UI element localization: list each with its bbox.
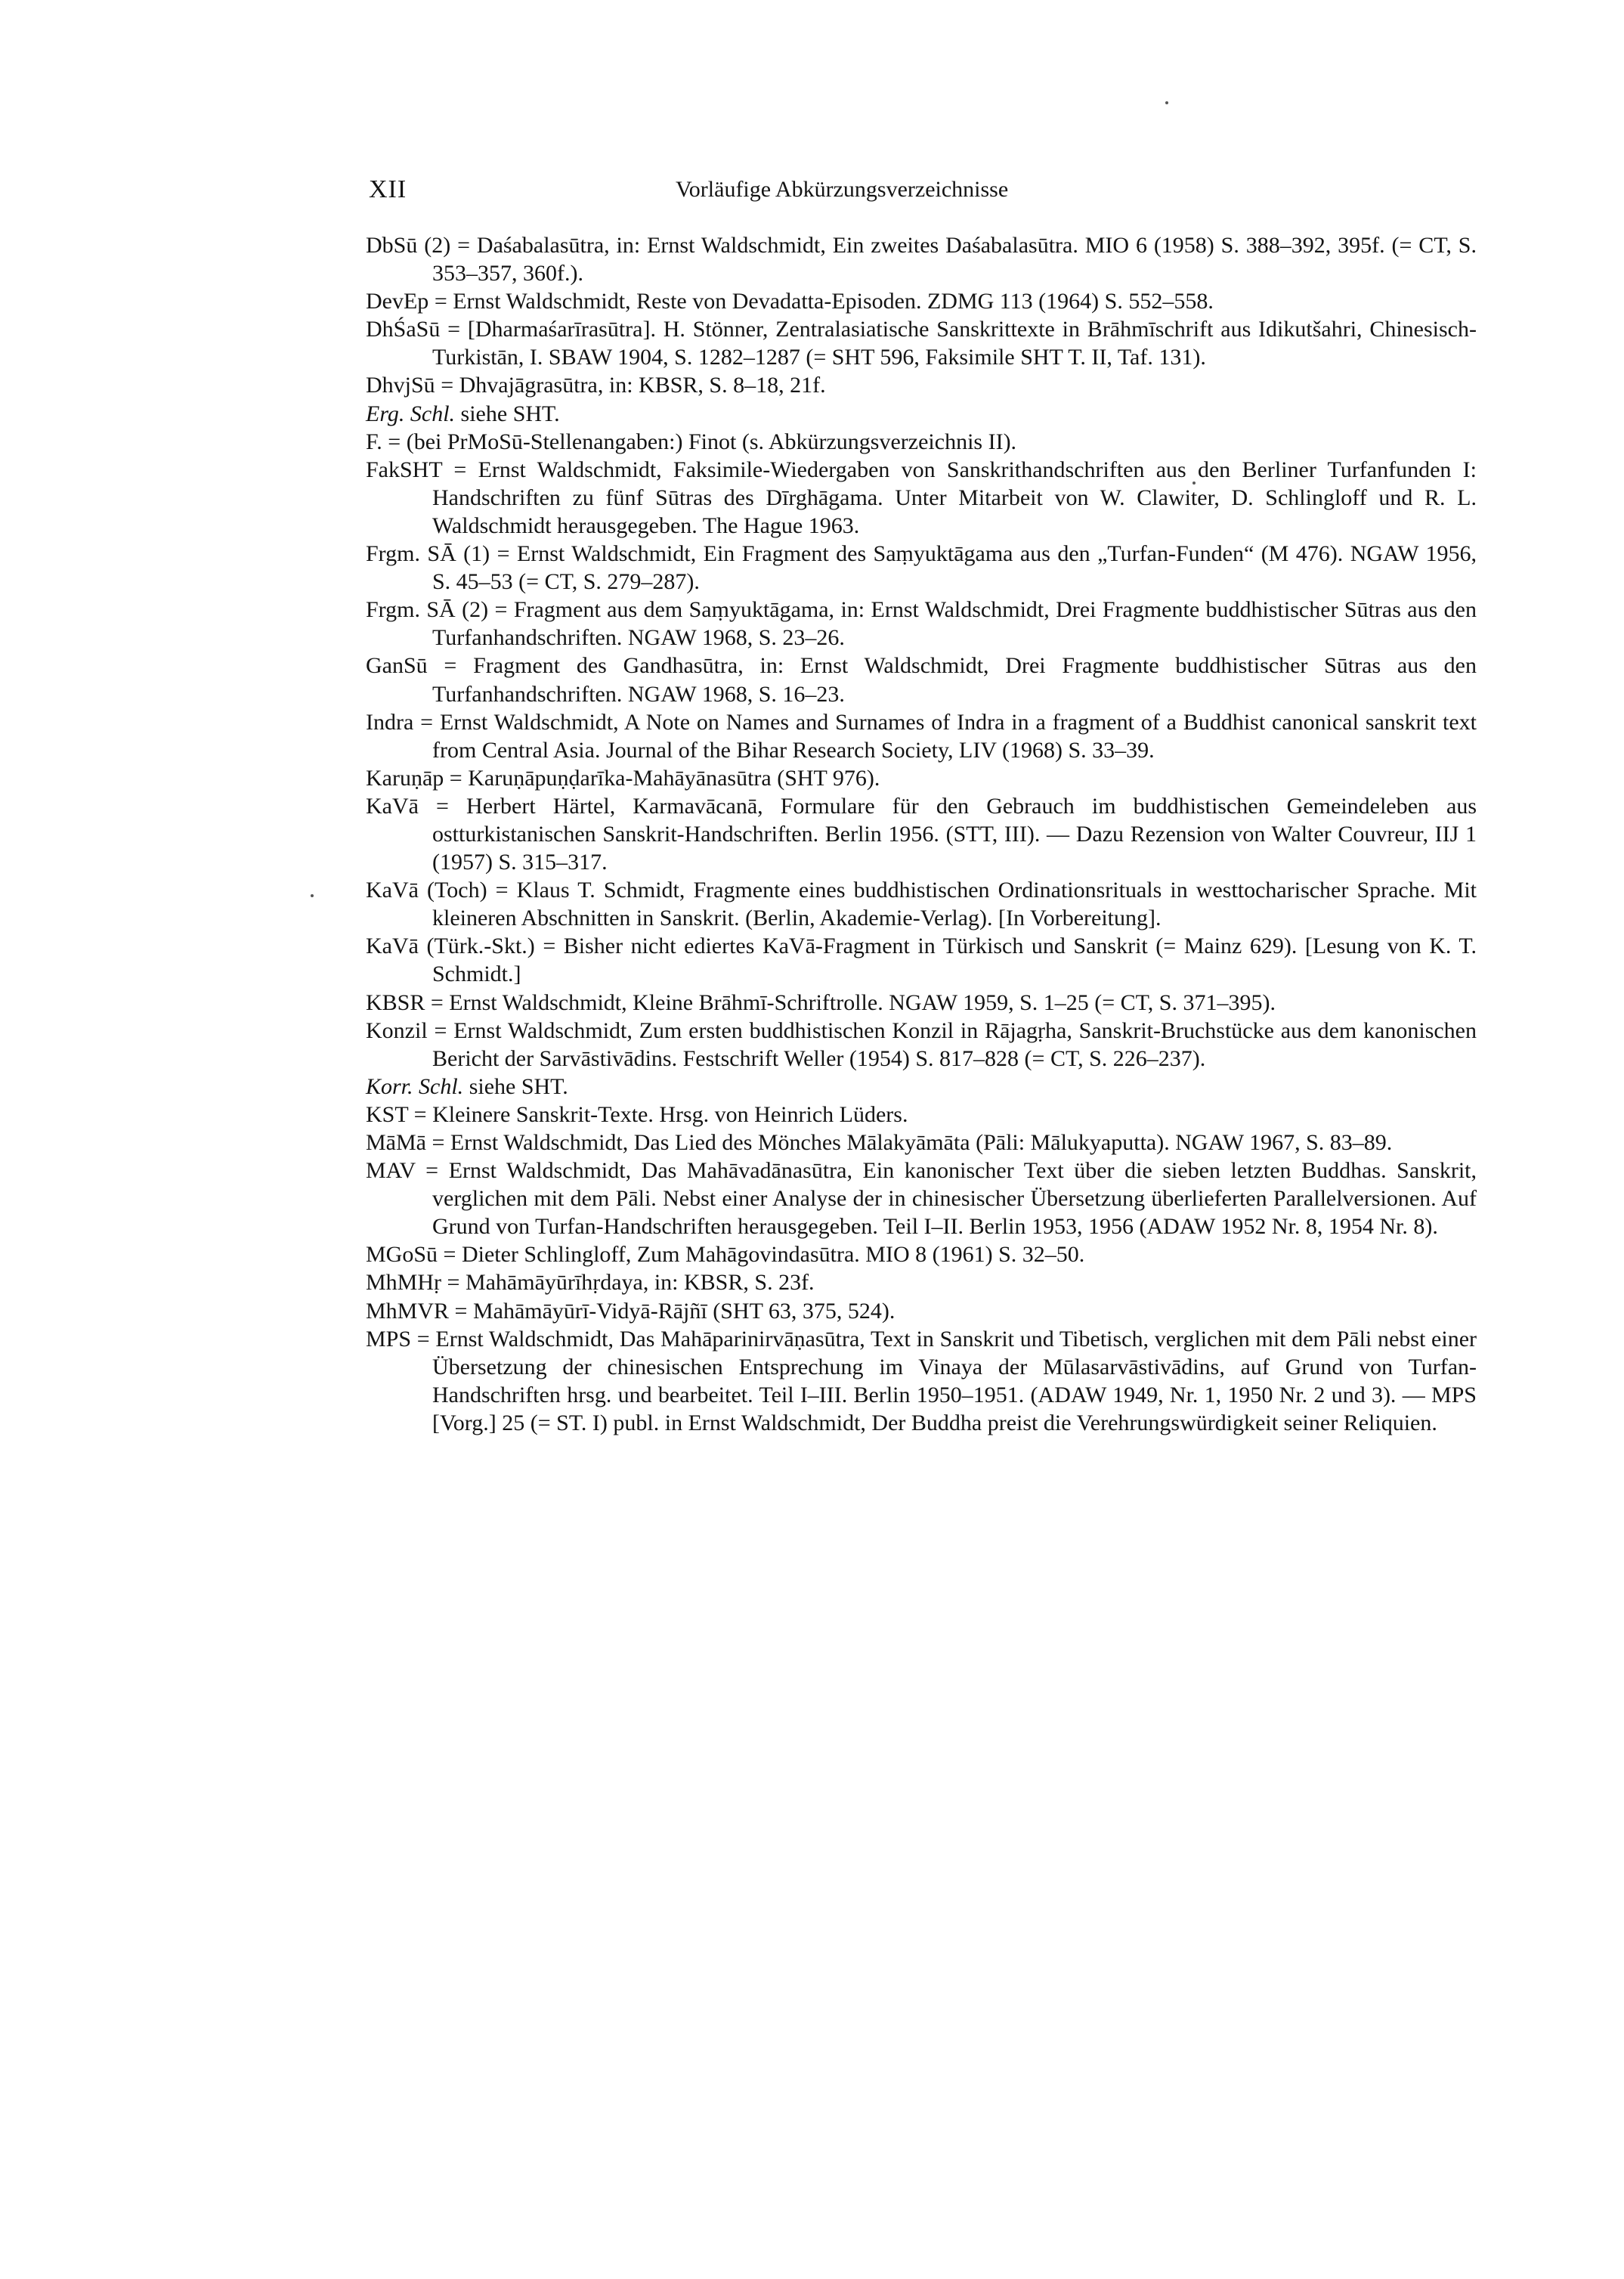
entry-separator: = [438,1242,462,1268]
entry-abbreviation: Konzil [366,1017,428,1043]
entry-definition: Dieter Schlingloff, Zum Mahāgovindasūtra. MIO 8 (1961) S. 32–50. [461,1242,1085,1268]
entry-definition: Kleinere Sanskrit-Texte. Hrsg. von Heinrich Lüders. [432,1101,908,1127]
entry-separator [463,1074,469,1099]
abbreviation-entry [366,1268,1477,1296]
entry-abbreviation: DhŚaSū [366,317,441,342]
entry-abbreviation: DevEp [366,289,429,314]
entry-definition: Karuṇāpuṇḍarīka-Mahāyānasūtra (SHT 976). [468,765,880,791]
abbreviation-entry [366,287,1477,315]
entry-definition: Mahāmāyūrīhṛdaya, in: KBSR, S. 23f. [465,1270,815,1296]
entry-abbreviation: Indra [366,709,414,735]
entry-separator: = [382,429,407,454]
abbreviation-entry [366,876,1477,932]
entry-separator: = [415,1158,449,1184]
abbreviation-entry [366,708,1477,764]
entry-definition: siehe SHT. [460,401,560,426]
entry-abbreviation: Frgm. SĀ (1) [366,541,490,567]
entry-separator: = [440,317,468,342]
entry-abbreviation: KST [366,1101,409,1127]
entry-definition: (bei PrMoSū-Stellenangaben:) Finot (s. Abkürzungsverzeichnis II). [406,429,1017,454]
entry-abbreviation: Karuṇāp [366,765,444,791]
entry-separator: = [427,1017,454,1043]
entry-definition: Ernst Waldschmidt, Kleine Brāhmī-Schriftrolle. NGAW 1959, S. 1–25 (= CT, S. 371–395). [449,989,1276,1015]
entry-definition: Bisher nicht ediertes KaVā-Fragment in Türkisch und Sanskrit (= Mainz 629). [Lesung von K. T. Schmidt.] [432,934,1477,987]
entry-abbreviation: KBSR [366,989,425,1015]
abbreviation-entry [366,932,1477,988]
entry-definition: Ernst Waldschmidt, Das Lied des Mönches Mālakyāmāta (Pāli: Mālukyaputta). NGAW 1967, S. 83–89. [450,1130,1393,1155]
entry-abbreviation: MPS [366,1326,412,1352]
entry-separator [455,401,461,426]
entry-separator: = [490,541,517,567]
entry-separator: = [534,934,564,959]
entry-definition: Ernst Waldschmidt, Das Mahāvadānasūtra, Ein kanonischer Text über die sieben letzten Buddhas. Sanskrit, verglichen mit dem Pāli. Nebst einer Analyse der in chinesischer Übersetzung überlieferten Parallelversionen. Auf Grund von Turfan-Handschriften herausgegeben. Teil I–II. Berlin 1953, 1956 (ADAW 1952 Nr. 8, 1954 Nr. 8). [432,1158,1477,1240]
abbreviation-entry [366,1157,1477,1240]
entry-separator: = [488,597,514,623]
entry-abbreviation: Korr. Schl. [366,1073,464,1099]
entry-abbreviation: KaVā (Toch) [366,878,487,903]
abbreviation-entry [366,1240,1477,1268]
entry-abbreviation: MAV [366,1158,416,1184]
abbreviation-entry [366,428,1477,456]
abbreviation-entry [366,1297,1477,1325]
abbreviation-entry [366,596,1477,652]
entry-definition: Ernst Waldschmidt, A Note on Names and Surnames of Indra in a fragment of a Buddhist canonical sanskrit text from Central Asia. Journal of the Bihar Research Society, LIV (1968) S. 33–39. [432,709,1477,763]
entry-abbreviation: Erg. Schl. [366,401,456,426]
entry-definition: Ernst Waldschmidt, Reste von Devadatta-Episoden. ZDMG 113 (1964) S. 552–558. [453,289,1214,314]
abbreviation-entry [366,764,1477,792]
abbreviation-entry [366,652,1477,708]
entry-separator: = [427,653,474,679]
entry-definition: Ernst Waldschmidt, Ein Fragment des Saṃyuktāgama aus den „Turfan-Funden“ (M 476). NGAW 1956, S. 45–53 (= CT, S. 279–287). [432,541,1477,595]
entry-separator: = [413,709,440,735]
abbreviation-entry [366,315,1477,371]
entry-abbreviation: MhMVR [366,1298,450,1324]
abbreviation-entry [366,1325,1477,1437]
entry-abbreviation: FakSHT [366,457,443,482]
entry-definition: Herbert Härtel, Karmavācanā, Formulare für den Gebrauch im buddhistischen Gemeindeleben aus ostturkistanischen Sanskrit-Handschriften. Berlin 1956. (STT, III). — Dazu Rezension von Walter Couvreur, IIJ 1 (1957) S. 315–317. [432,793,1477,875]
abbreviation-entry [366,1017,1477,1073]
abbreviation-entry [366,989,1477,1017]
abbreviation-list [366,231,1477,1437]
page-number: XII [369,175,407,203]
entry-abbreviation: MhMHṛ [366,1270,442,1296]
page-header [366,159,1477,224]
entry-definition: Dhvajāgrasūtra, in: KBSR, S. 8–18, 21f. [459,373,826,398]
entry-separator: = [425,989,450,1015]
entry-separator: = [444,765,469,791]
abbreviation-entry [366,400,1477,428]
abbreviation-entry [366,540,1477,596]
entry-definition: Ernst Waldschmidt, Faksimile-Wiedergaben von Sanskrithandschriften aus den Berliner Turfanfunden I: Handschriften zu fünf Sūtras des Dīrghāgama. Unter Mitarbeit von W. Clawiter, D. Schlingloff und R. L. Waldschmidt herausgegeben. The Hague 1963. [432,457,1477,538]
entry-definition: Mahāmāyūrī-Vidyā-Rājñī (SHT 63, 375, 524). [472,1298,896,1324]
entry-definition: Fragment des Gandhasūtra, in: Ernst Waldschmidt, Drei Fragmente buddhistischer Sūtras aus den Turfanhandschriften. NGAW 1968, S. 16–23. [432,653,1477,707]
entry-separator: = [441,1270,466,1296]
entry-separator: = [425,1130,450,1155]
abbreviation-entry [366,1129,1477,1157]
page [366,159,1477,1437]
entry-abbreviation: DbSū (2) [366,233,451,258]
entry-separator: = [449,1298,473,1324]
entry-definition: Fragment aus dem Saṃyuktāgama, in: Ernst Waldschmidt, Drei Fragmente buddhistischer Sūtras aus den Turfanhandschriften. NGAW 1968, S. 23–26. [432,597,1477,651]
entry-separator: = [418,793,467,819]
entry-separator: = [442,457,478,482]
entry-abbreviation: GanSū [366,653,428,679]
entry-abbreviation: Frgm. SĀ (2) [366,597,489,623]
abbreviation-entry [366,231,1477,287]
entry-separator: = [411,1326,436,1352]
running-title: Vorläufige Abkürzungsverzeichnisse [676,177,1009,202]
entry-abbreviation: MāMā [366,1130,426,1155]
stray-mark [311,894,314,897]
entry-definition: Klaus T. Schmidt, Fragmente eines buddhistischen Ordinationsrituals in westtocharischer Sprache. Mit kleineren Abschnitten in Sanskrit. (Berlin, Akademie-Verlag). [In Vorbereitung]. [432,878,1477,931]
entry-abbreviation: MGoSū [366,1242,438,1268]
entry-definition: Ernst Waldschmidt, Das Mahāparinirvāṇasūtra, Text in Sanskrit und Tibetisch, verglichen mit dem Pāli nebst einer Übersetzung der chinesischen Entsprechung im Vinaya der Mūlasarvāstivādins, auf Grund von Turfan-Handschriften hrsg. und bearbeitet. Teil I–III. Berlin 1950–1951. (ADAW 1949, Nr. 1, 1950 Nr. 2 und 3). — MPS [Vorg.] 25 (= ST. I) publ. in Ernst Waldschmidt, Der Buddha preist die Verehrungswürdigkeit seiner Reliquien. [432,1326,1477,1435]
entry-definition: Ernst Waldschmidt, Zum ersten buddhistischen Konzil in Rājagṛha, Sanskrit-Bruchstücke aus dem kanonischen Bericht der Sarvāstivādins. Festschrift Weller (1954) S. 817–828 (= CT, S. 226–237). [432,1017,1477,1071]
entry-separator: = [487,878,517,903]
entry-abbreviation: DhvjSū [366,373,435,398]
entry-abbreviation: KaVā [366,793,419,819]
entry-separator: = [428,289,453,314]
abbreviation-entry [366,456,1477,540]
entry-abbreviation: F. [366,429,382,454]
entry-abbreviation: KaVā (Türk.-Skt.) [366,934,535,959]
entry-definition: [Dharmaśarīrasūtra]. H. Stönner, Zentralasiatische Sanskrittexte in Brāhmīschrift aus Idikutšahri, Chinesisch-Turkistān, I. SBAW 1904, S. 1282–1287 (= SHT 596, Faksimile SHT T. II, Taf. 131). [432,317,1477,370]
abbreviation-entry [366,371,1477,399]
abbreviation-entry [366,792,1477,876]
abbreviation-entry [366,1073,1477,1101]
entry-separator: = [435,373,459,398]
entry-separator: = [450,233,477,258]
abbreviation-entry [366,1101,1477,1129]
entry-definition: Daśabalasūtra, in: Ernst Waldschmidt, Ein zweites Daśabalasūtra. MIO 6 (1958) S. 388–392, 395f. (= CT, S. 353–357, 360f.). [432,233,1477,286]
entry-definition: siehe SHT. [469,1073,568,1099]
stray-mark [1165,101,1168,104]
entry-separator: = [408,1101,433,1127]
